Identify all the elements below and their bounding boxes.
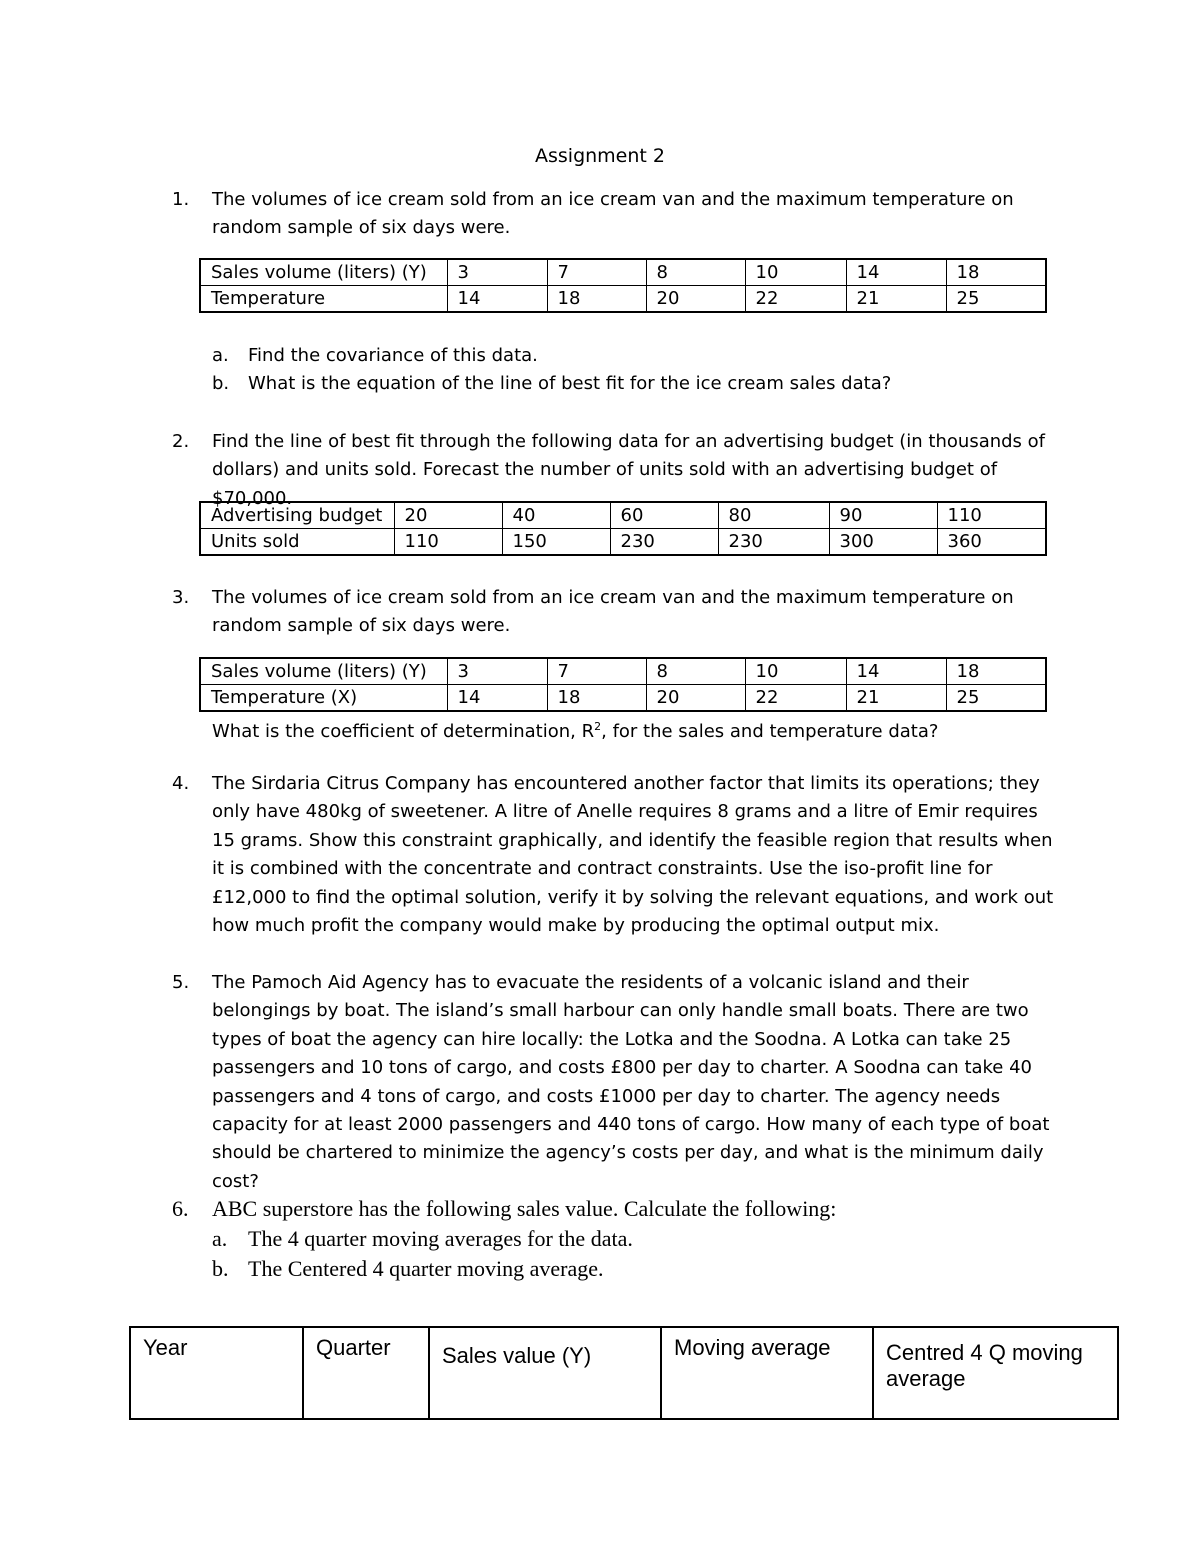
q5-text: The Pamoch Aid Agency has to evacuate the residents of a volcanic island and their belongings by boat. The island’s small harbour can only handle small boats. There are two types of boat the agency can hire locally: the Lotka and the Soodna. A Lotka can take 25 passengers and 10 tons of cargo, and costs £800 per day to charter. A Soodna can take 40 passengers and 4 tons of cargo, and costs £1000 per day to charter. The agency needs capacity for at least 2000 passengers and 440 tons of cargo. How many of each type of boat should be chartered to minimize the agency’s costs per day, and what is the minimum daily cost? bbox=[212, 972, 1050, 1192]
q1-number: 1. bbox=[172, 189, 190, 210]
table-cell: 8 bbox=[646, 259, 745, 286]
q3-question-pre: What is the coefficient of determination, R bbox=[212, 721, 595, 742]
table-cell: 230 bbox=[718, 529, 829, 556]
q3-question bbox=[212, 713, 1062, 746]
table-row bbox=[200, 658, 1046, 685]
table-cell: 110 bbox=[937, 502, 1046, 529]
table-cell: 20 bbox=[646, 685, 745, 712]
table-cell: 8 bbox=[646, 658, 745, 685]
header-year: Year bbox=[130, 1327, 303, 1419]
table-cell: Sales volume (liters) (Y) bbox=[200, 259, 447, 286]
q3-text: The volumes of ice cream sold from an ice cream van and the maximum temperature on random sample of six days were. bbox=[212, 587, 1014, 637]
table-cell: 360 bbox=[937, 529, 1046, 556]
table-cell: Temperature (X) bbox=[200, 685, 447, 712]
table-cell: 150 bbox=[502, 529, 610, 556]
table-cell: 300 bbox=[829, 529, 937, 556]
table-cell: 60 bbox=[610, 502, 718, 529]
q1-text: The volumes of ice cream sold from an ice cream van and the maximum temperature on random sample of six days were. bbox=[212, 189, 1014, 239]
table-cell: 18 bbox=[547, 685, 646, 712]
q3-question-post: , for the sales and temperature data? bbox=[601, 721, 939, 742]
table-cell: 25 bbox=[946, 286, 1046, 313]
table-cell: 7 bbox=[547, 658, 646, 685]
q2-table bbox=[199, 501, 1047, 556]
table-cell: 22 bbox=[745, 286, 846, 313]
q4-number: 4. bbox=[172, 773, 190, 794]
q1b-label: b. bbox=[212, 373, 230, 394]
table-cell: 14 bbox=[447, 685, 547, 712]
table-cell: 18 bbox=[547, 286, 646, 313]
table-cell: 10 bbox=[745, 259, 846, 286]
q3-number: 3. bbox=[172, 587, 190, 608]
q1a-label: a. bbox=[212, 345, 229, 366]
header-moving-average: Moving average bbox=[661, 1327, 873, 1419]
table-cell: 110 bbox=[394, 529, 502, 556]
table-cell: 10 bbox=[745, 658, 846, 685]
table-cell: 3 bbox=[447, 259, 547, 286]
q1-table bbox=[199, 258, 1047, 313]
table-cell: 20 bbox=[646, 286, 745, 313]
q6a-label: a. bbox=[212, 1226, 228, 1251]
q2-text: Find the line of best fit through the following data for an advertising budget (in thousands of dollars) and units sold. Forecast the number of units sold with an advertising budget of $70,000. bbox=[212, 431, 1046, 509]
table-cell: 40 bbox=[502, 502, 610, 529]
q6-number: 6. bbox=[172, 1196, 189, 1221]
table-cell: 20 bbox=[394, 502, 502, 529]
table-cell: 90 bbox=[829, 502, 937, 529]
table-cell: Units sold bbox=[200, 529, 394, 556]
table-cell: 14 bbox=[846, 259, 946, 286]
q6b-text: The Centered 4 quarter moving average. bbox=[248, 1256, 604, 1281]
table-cell: Temperature bbox=[200, 286, 447, 313]
header-quarter: Quarter bbox=[303, 1327, 429, 1419]
q3-table bbox=[199, 657, 1047, 712]
page-title: Assignment 2 bbox=[535, 145, 665, 167]
q6-text: ABC superstore has the following sales value. Calculate the following: bbox=[212, 1196, 837, 1221]
header-centred-moving-average: Centred 4 Q moving average bbox=[873, 1327, 1118, 1419]
table-cell: 18 bbox=[946, 658, 1046, 685]
q2-number: 2. bbox=[172, 431, 190, 452]
q6b-label: b. bbox=[212, 1256, 229, 1281]
table-cell: 22 bbox=[745, 685, 846, 712]
table-cell: 7 bbox=[547, 259, 646, 286]
table-cell: Sales volume (liters) (Y) bbox=[200, 658, 447, 685]
table-cell: 14 bbox=[447, 286, 547, 313]
table-cell: 3 bbox=[447, 658, 547, 685]
q1a-text: Find the covariance of this data. bbox=[248, 345, 538, 366]
q5-number: 5. bbox=[172, 972, 190, 993]
table-row bbox=[200, 502, 1046, 529]
table-cell: 230 bbox=[610, 529, 718, 556]
q4-text: The Sirdaria Citrus Company has encountered another factor that limits its operations; they only have 480kg of sweetener. A litre of Anelle requires 8 grams and a litre of Emir requires 15 grams. Show this constraint graphically, and identify the feasible region that results when it is combined with the concentrate and contract constraints. Use the iso-profit line for £12,000 to find the optimal solution, verify it by solving the relevant equations, and work out how much profit the company would make by producing the optimal output mix. bbox=[212, 773, 1054, 937]
header-sales-value: Sales value (Y) bbox=[429, 1327, 661, 1419]
table-cell: 18 bbox=[946, 259, 1046, 286]
q1b-text: What is the equation of the line of best fit for the ice cream sales data? bbox=[248, 373, 892, 394]
q6a-text: The 4 quarter moving averages for the data. bbox=[248, 1226, 633, 1251]
table-row bbox=[200, 529, 1046, 556]
q6-table bbox=[129, 1326, 1119, 1420]
table-cell: Advertising budget bbox=[200, 502, 394, 529]
table-row bbox=[200, 259, 1046, 286]
table-cell: 21 bbox=[846, 286, 946, 313]
table-row bbox=[200, 286, 1046, 313]
q3-question-sup: 2 bbox=[594, 720, 602, 733]
table-cell: 25 bbox=[946, 685, 1046, 712]
table-cell: 14 bbox=[846, 658, 946, 685]
table-cell: 21 bbox=[846, 685, 946, 712]
table-row bbox=[200, 685, 1046, 712]
table-cell: 80 bbox=[718, 502, 829, 529]
table-header-row bbox=[130, 1327, 1118, 1419]
